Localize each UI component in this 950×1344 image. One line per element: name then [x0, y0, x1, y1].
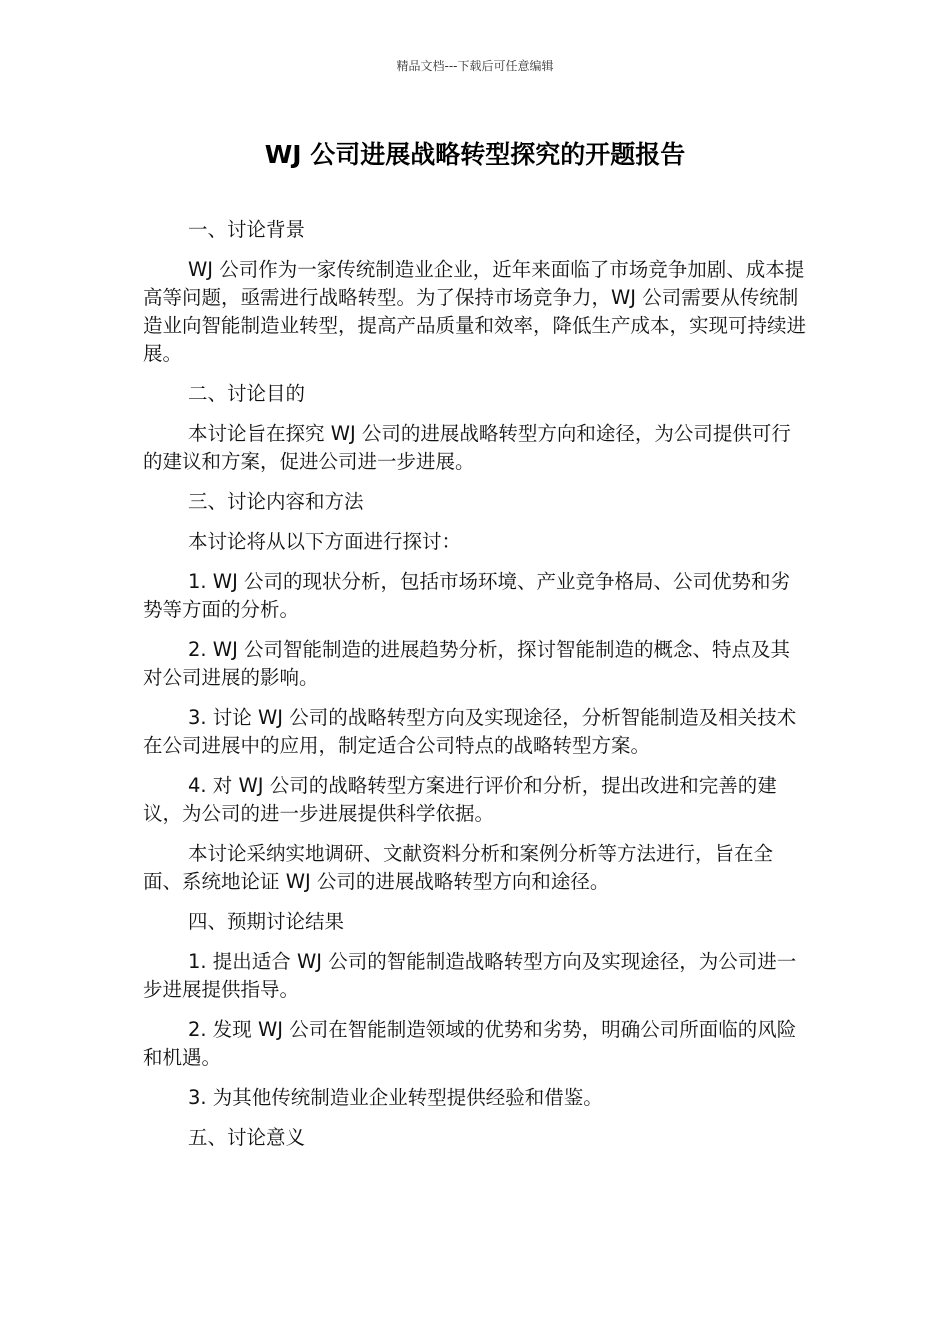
paragraph-purpose: 本讨论旨在探究 WJ 公司的进展战略转型方向和途径，为公司提供可行的建议和方案，促进公司进一步进展。	[143, 422, 791, 473]
list-item-content-4: 4. 对 WJ 公司的战略转型方案进行评价和分析，提出改进和完善的建议，为公司的进一步进展提供科学依据。	[143, 774, 777, 825]
header-watermark: 精品文档---下载后可任意编辑	[396, 59, 554, 73]
list-item-result-2: 2. 发现 WJ 公司在智能制造领域的优势和劣势，明确公司所面临的风险和机遇。	[143, 1018, 797, 1069]
section-heading-expected-results: 四、预期讨论结果	[188, 910, 345, 933]
section-heading-significance: 五、讨论意义	[188, 1126, 306, 1149]
list-item-result-3: 3. 为其他传统制造业企业转型提供经验和借鉴。	[188, 1086, 603, 1109]
document-body	[143, 216, 808, 1164]
list-item-result-1: 1. 提出适合 WJ 公司的智能制造战略转型方向及实现途径，为公司进一步进展提供指导。	[143, 950, 797, 1001]
paragraph-content-intro: 本讨论将从以下方面进行探讨：	[188, 530, 462, 553]
paragraph-method: 本讨论采纳实地调研、文献资料分析和案例分析等方法进行，旨在全面、系统地论证 WJ 公司的进展战略转型方向和途径。	[143, 842, 774, 893]
list-item-content-1: 1. WJ 公司的现状分析，包括市场环境、产业竞争格局、公司优势和劣势等方面的分析。	[143, 570, 791, 621]
section-heading-purpose: 二、讨论目的	[188, 382, 306, 405]
section-heading-background: 一、讨论背景	[188, 218, 306, 241]
section-heading-content-method: 三、讨论内容和方法	[188, 490, 364, 513]
document-title: WJ 公司进展战略转型探究的开题报告	[264, 140, 686, 169]
list-item-content-3: 3. 讨论 WJ 公司的战略转型方向及实现途径，分析智能制造及相关技术在公司进展中的应用，制定适合公司特点的战略转型方案。	[143, 706, 797, 757]
paragraph-background: WJ 公司作为一家传统制造业企业，近年来面临了市场竞争加剧、成本提高等问题，亟需进行战略转型。为了保持市场竞争力，WJ 公司需要从传统制造业向智能制造业转型，提高产品质量和效率，降低生产成本，实现可持续进展。	[143, 258, 807, 365]
list-item-content-2: 2. WJ 公司智能制造的进展趋势分析，探讨智能制造的概念、特点及其对公司进展的影响。	[143, 638, 791, 689]
